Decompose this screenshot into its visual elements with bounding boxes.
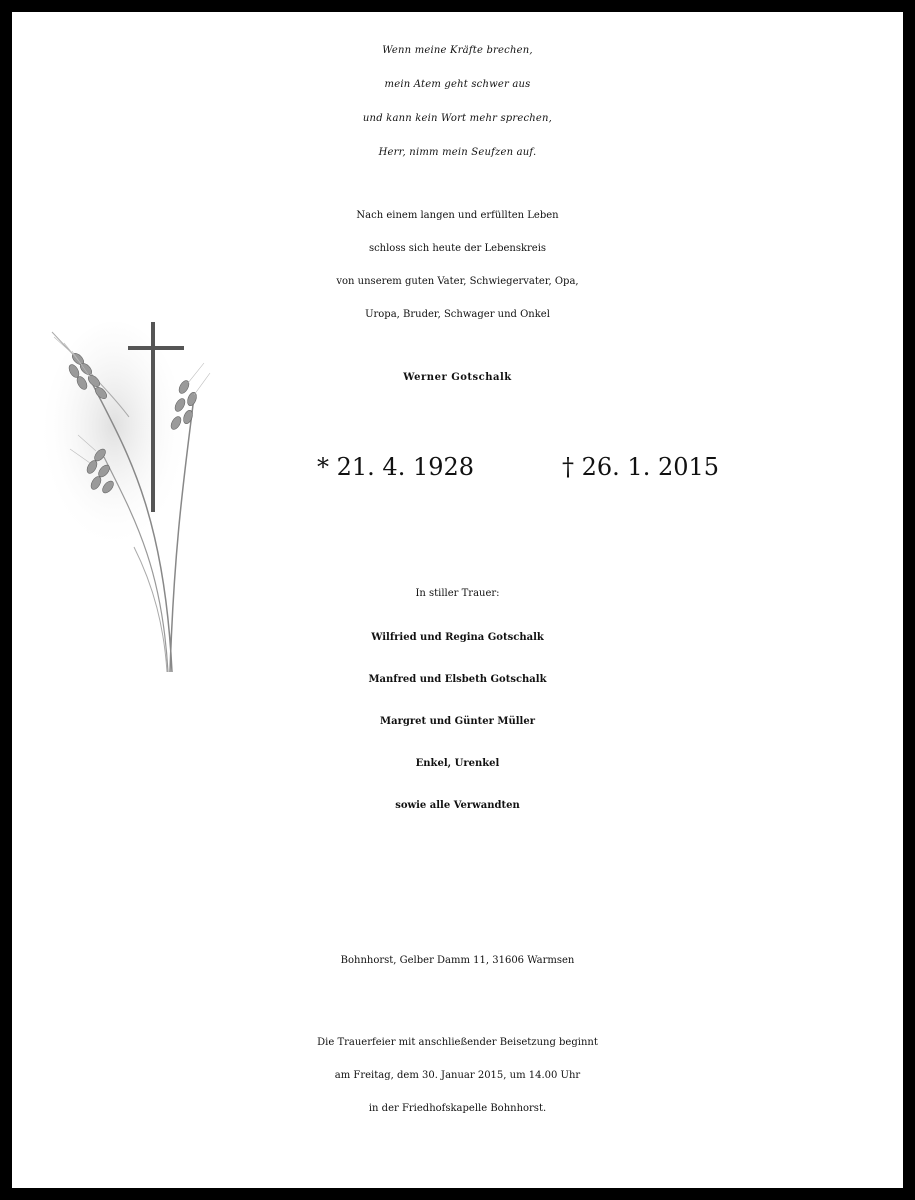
ceremony-line: Die Trauerfeier mit anschließender Beisetzung beginnt [317,1037,598,1048]
intro-line: Uropa, Bruder, Schwager und Onkel [365,309,550,320]
poem-line: Herr, nimm mein Seufzen auf. [378,147,537,158]
mourning-label: In stiller Trauer: [415,588,500,599]
birth-date: * 21. 4. 1928 [317,453,475,481]
mourner-line: Enkel, Urenkel [415,758,500,769]
address: Bohnhorst, Gelber Damm 11, 31606 Warmsen [340,955,575,966]
mourner-line: Margret und Günter Müller [380,716,535,727]
ceremony-line: in der Friedhofskapelle Bohnhorst. [368,1103,547,1114]
cross-with-wheat-icon [34,307,219,677]
intro-line: Nach einem langen und erfüllten Leben [356,210,559,221]
poem-line: Wenn meine Kräfte brechen, [382,45,533,56]
death-date: † 26. 1. 2015 [562,453,720,481]
intro-line: schloss sich heute der Lebenskreis [368,243,547,254]
mourner-line: Wilfried und Regina Gotschalk [371,632,544,643]
mourner-line: Manfred und Elsbeth Gotschalk [368,674,547,685]
mourner-line: sowie alle Verwandten [395,800,520,811]
intro-line: von unserem guten Vater, Schwiegervater, Opa, [336,276,579,287]
ceremony-line: am Freitag, dem 30. Januar 2015, um 14.00 Uhr [334,1070,581,1081]
deceased-name: Werner Gotschalk [403,372,512,383]
poem-line: mein Atem geht schwer aus [384,79,531,90]
poem-line: und kann kein Wort mehr sprechen, [362,113,553,124]
